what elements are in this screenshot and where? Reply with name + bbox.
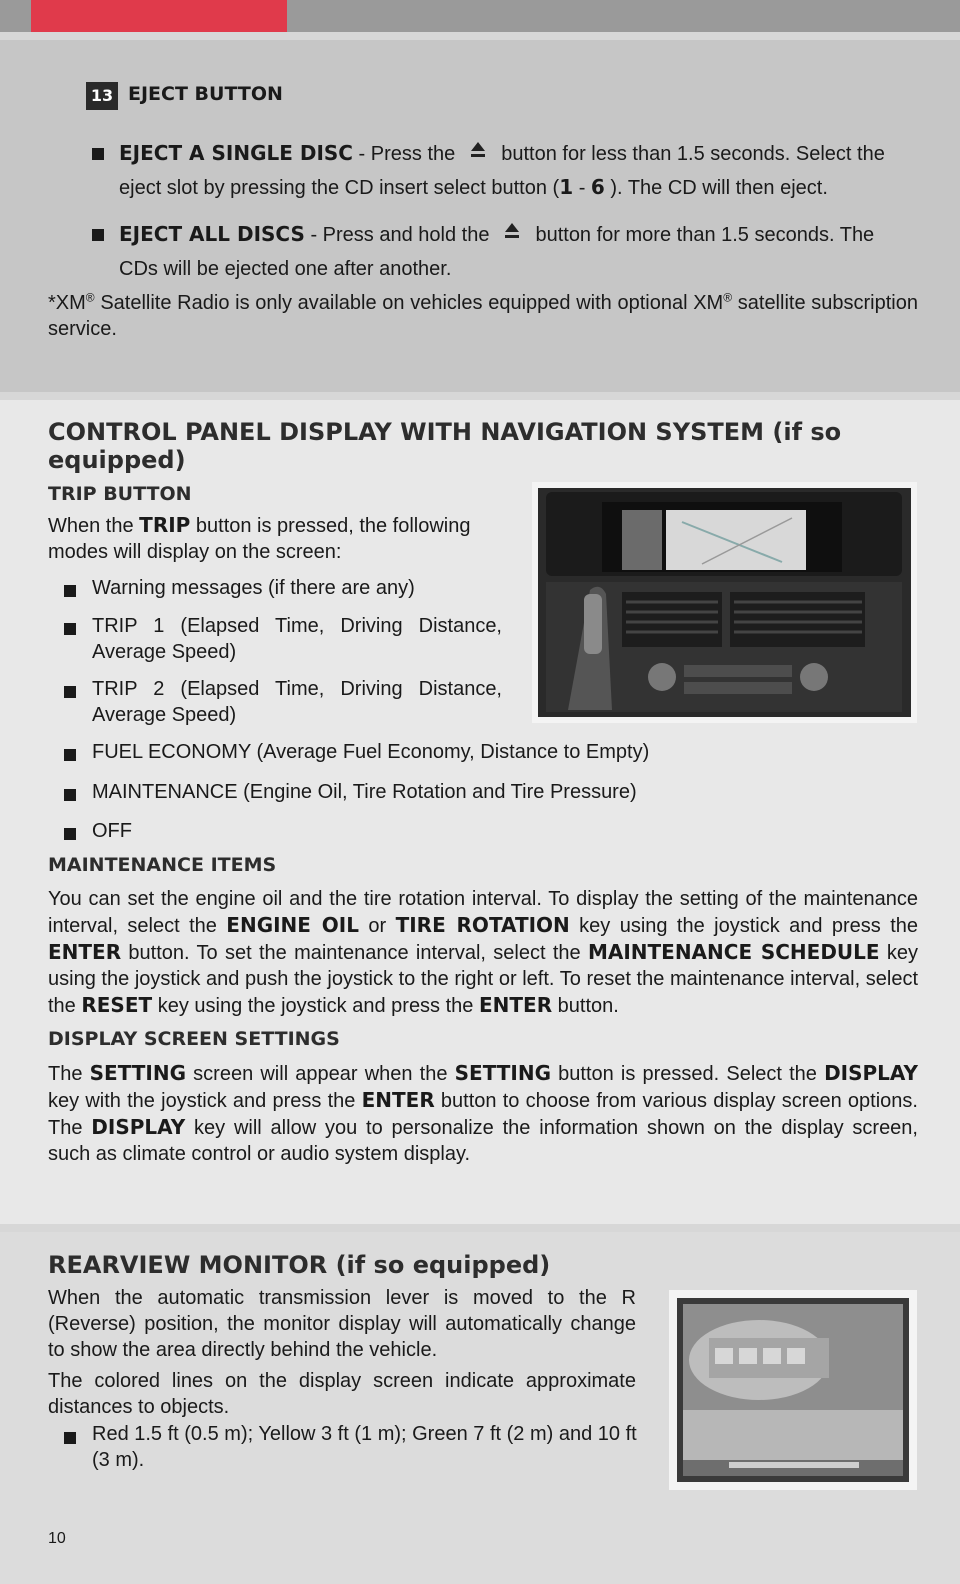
eject-single-label: EJECT A SINGLE DISC — [119, 141, 353, 165]
rearview-paragraph-1: When the automatic transmission lever is moved to the R (Reverse) position, the monitor display will automatically change to show the area directly behind the vehicle. — [48, 1287, 636, 1361]
page-number: 10 — [48, 1530, 66, 1547]
navigation-dashboard-image — [532, 482, 917, 723]
display-settings-heading: DISPLAY SCREEN SETTINGS — [48, 1028, 340, 1050]
trip-intro: When the TRIP button is pressed, the following modes will display on the screen: — [48, 513, 471, 563]
trip-item: TRIP 1 (Elapsed Time, Driving Distance, Average Speed) — [92, 615, 502, 663]
eject-all-line1: EJECT ALL DISCS - Press and hold the button for more than 1.5 seconds. The — [119, 222, 875, 246]
trip-item: FUEL ECONOMY (Average Fuel Economy, Distance to Empty) — [92, 741, 650, 763]
eject-all-label: EJECT ALL DISCS — [119, 222, 305, 246]
rearview-camera-image — [669, 1290, 917, 1490]
eject-single-line2: eject slot by pressing the CD insert select button (1 - 6 ). The CD will then eject. — [119, 175, 828, 199]
step-badge: 13 — [86, 82, 118, 110]
bullet-icon — [64, 789, 76, 801]
trip-item: MAINTENANCE (Engine Oil, Tire Rotation and Tire Pressure) — [92, 781, 637, 803]
bullet-icon — [64, 749, 76, 761]
bullet-icon — [92, 229, 104, 241]
maintenance-paragraph: You can set the engine oil and the tire rotation interval. To display the setting of the maintenance interval, select the ENGINE OIL or TIRE ROTATION key using the joystick and press the ENTER button. To set the maintenance interval, select the MAINTENANCE SCHEDULE key using the joystick and push the joystick to the right or left. To reset the maintenance interval, select the RESET key using the joystick and press the ENTER button. — [48, 888, 919, 1017]
header-accent-block — [31, 0, 287, 32]
eject-icon — [467, 140, 489, 162]
eject-heading: EJECT BUTTON — [128, 83, 283, 105]
rearview-paragraph-2: The colored lines on the display screen indicate approximate distances to objects. — [48, 1370, 636, 1418]
display-settings-paragraph: The SETTING screen will appear when the SETTING button is pressed. Select the DISPLAY key with the joystick and press the ENTER button to choose from various display screen options. The DISPLAY key will allow you to personalize the information shown on the display screen, such as climate control or audio system display. — [48, 1061, 918, 1165]
header-bar — [0, 0, 960, 32]
xm-footnote: *XM® Satellite Radio is only available on vehicles equipped with optional XM® satellite subscription service. — [48, 290, 918, 340]
bullet-icon — [64, 1432, 76, 1444]
eject-single-line1: EJECT A SINGLE DISC - Press the button for less than 1.5 seconds. Select the — [119, 141, 885, 165]
control-panel-title: CONTROL PANEL DISPLAY WITH NAVIGATION SYSTEM (if so equipped) — [48, 418, 842, 474]
bullet-icon — [64, 585, 76, 597]
dashboard-photo — [532, 482, 917, 723]
eject-icon — [501, 221, 523, 243]
bullet-icon — [64, 686, 76, 698]
bullet-icon — [64, 828, 76, 840]
trip-item: Warning messages (if there are any) — [92, 577, 415, 599]
rearview-title: REARVIEW MONITOR (if so equipped) — [48, 1251, 551, 1279]
trip-item: TRIP 2 (Elapsed Time, Driving Distance, Average Speed) — [92, 678, 502, 726]
eject-all-line2: CDs will be ejected one after another. — [119, 258, 452, 280]
bullet-icon — [92, 148, 104, 160]
rearview-distance-item: Red 1.5 ft (0.5 m); Yellow 3 ft (1 m); Green 7 ft (2 m) and 10 ft (3 m). — [92, 1423, 637, 1471]
trip-item: OFF — [92, 820, 132, 842]
maintenance-heading: MAINTENANCE ITEMS — [48, 854, 277, 876]
trip-heading: TRIP BUTTON — [48, 483, 192, 505]
rearview-photo — [669, 1290, 917, 1490]
bullet-icon — [64, 623, 76, 635]
